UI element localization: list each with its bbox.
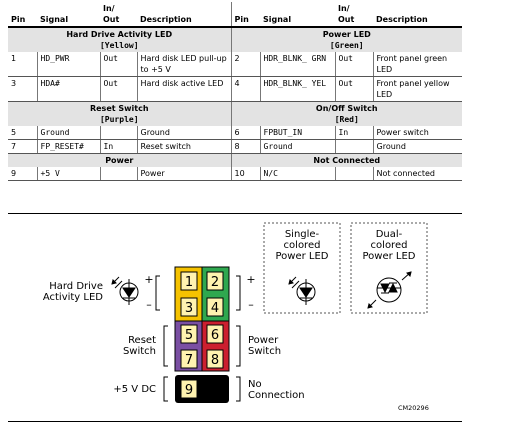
group-color-text: [Green] xyxy=(329,41,364,50)
header-description: Description xyxy=(137,2,231,27)
pin-8-label: 8 xyxy=(210,353,220,368)
cell-description: Reset switch xyxy=(137,140,231,154)
single-label-line1: Single- xyxy=(284,229,320,240)
cell-signal: HD_PWR xyxy=(37,52,100,77)
power-switch-label-line1: Power xyxy=(248,335,279,346)
group-title-text: On/Off Switch xyxy=(315,104,378,113)
hd-bracket xyxy=(156,276,160,310)
group-title-left xyxy=(8,154,231,168)
group-title-text: Reset Switch xyxy=(89,104,149,113)
cell-description: Power xyxy=(137,167,231,181)
cell-in-out-right: In xyxy=(335,126,373,140)
front-panel-pin-table xyxy=(8,2,462,181)
header-signal: Signal xyxy=(37,2,100,27)
hd-minus: – xyxy=(146,298,152,311)
hd-label-line2: Activity LED xyxy=(42,292,103,303)
nc-label-line1: No xyxy=(248,379,262,390)
group-color-text: [Yellow] xyxy=(99,41,139,50)
cell-in-out-right xyxy=(335,140,373,154)
figure-id: CM20296 xyxy=(398,404,429,412)
header-signal-right: Signal xyxy=(260,2,335,27)
cell-in-out-right: Out xyxy=(335,52,373,77)
cell-description-right: Power switch xyxy=(373,126,462,140)
cell-in-out: In xyxy=(100,140,137,154)
header-in-out-text: In/ Out xyxy=(103,4,120,24)
cell-signal: HDA# xyxy=(37,77,100,102)
cell-description-right: Front panel yellow LED xyxy=(373,77,462,102)
power-led-bracket xyxy=(236,276,240,310)
group-title-text: Hard Drive Activity LED xyxy=(66,30,173,39)
hard-drive-led-icon xyxy=(112,277,138,305)
front-panel-header-diagram xyxy=(0,214,512,420)
cell-in-out-right xyxy=(335,167,373,181)
cell-signal-right: N/C xyxy=(260,167,335,181)
cell-description-right: Ground xyxy=(373,140,462,154)
cell-description: Ground xyxy=(137,126,231,140)
cell-description-right: Front panel green LED xyxy=(373,52,462,77)
section-divider-bottom xyxy=(8,421,462,422)
table-row xyxy=(8,140,462,154)
hd-plus: + xyxy=(144,273,154,286)
table-row xyxy=(8,126,462,140)
pin-9-label: 9 xyxy=(184,383,194,398)
cell-in-out xyxy=(100,126,137,140)
group-title-left xyxy=(8,27,231,52)
single-label-line3: Power LED xyxy=(275,251,329,262)
group-title-text: Not Connected xyxy=(313,156,381,165)
group-title-left xyxy=(8,102,231,127)
header-connector xyxy=(175,267,229,403)
table-body xyxy=(8,27,462,181)
header-pin: Pin xyxy=(8,2,37,27)
cell-signal-right: HDR_BLNK_ GRN xyxy=(260,52,335,77)
pin-5-label: 5 xyxy=(184,328,194,343)
nc-label-line2: Connection xyxy=(248,390,305,401)
table-row xyxy=(8,167,462,181)
pin-1-label: 1 xyxy=(184,275,194,290)
power-led-plus: + xyxy=(246,273,256,286)
dual-label-line1: Dual- xyxy=(375,229,403,240)
cell-pin: 7 xyxy=(8,140,37,154)
table-row xyxy=(8,52,462,77)
dual-label-line3: Power LED xyxy=(362,251,416,262)
dual-label-line2: colored xyxy=(370,240,408,251)
single-led-icon xyxy=(289,277,315,305)
cell-description-right: Not connected xyxy=(373,167,462,181)
group-title-text: Power LED xyxy=(322,30,371,39)
hd-label-line1: Hard Drive xyxy=(49,281,103,292)
nc-bracket xyxy=(236,377,240,401)
group-title-right xyxy=(231,102,462,127)
group-header-row xyxy=(8,102,462,127)
header-pin-right: Pin xyxy=(231,2,260,27)
cell-in-out xyxy=(100,167,137,181)
pin-2-label: 2 xyxy=(210,275,220,290)
group-color-text: [Purple] xyxy=(99,115,139,124)
cell-pin: 1 xyxy=(8,52,37,77)
pin-6-label: 6 xyxy=(210,328,220,343)
cell-signal-right: Ground xyxy=(260,140,335,154)
cell-description: Hard disk active LED xyxy=(137,77,231,102)
header-in-out-right-text: In/ Out xyxy=(338,4,355,24)
cell-pin: 3 xyxy=(8,77,37,102)
vdc-bracket xyxy=(164,377,168,401)
reset-label-line1: Reset xyxy=(128,335,156,346)
cell-signal: Ground xyxy=(37,126,100,140)
group-header-row xyxy=(8,154,462,168)
cell-signal: FP_RESET# xyxy=(37,140,100,154)
cell-pin-right: 4 xyxy=(231,77,260,102)
table-header-row xyxy=(8,2,462,27)
power-switch-label-line2: Switch xyxy=(248,346,282,357)
power-led-minus: – xyxy=(248,298,254,311)
reset-bracket xyxy=(164,326,168,366)
cell-pin-right: 10 xyxy=(231,167,260,181)
cell-signal-right: HDR_BLNK_ YEL xyxy=(260,77,335,102)
group-title-right xyxy=(231,154,462,168)
cell-in-out: Out xyxy=(100,52,137,77)
cell-signal-right: FPBUT_IN xyxy=(260,126,335,140)
cell-pin-right: 6 xyxy=(231,126,260,140)
cell-pin-right: 8 xyxy=(231,140,260,154)
group-header-row xyxy=(8,27,462,52)
pin-4-label: 4 xyxy=(210,301,220,316)
vdc-label: +5 V DC xyxy=(113,384,156,395)
single-label-line2: colored xyxy=(283,240,321,251)
header-description-right: Description xyxy=(373,2,462,27)
pin-3-label: 3 xyxy=(184,301,194,316)
header-in-out xyxy=(100,2,137,27)
table-row xyxy=(8,77,462,102)
group-title-right xyxy=(231,27,462,52)
cell-in-out-right: Out xyxy=(335,77,373,102)
cell-pin: 5 xyxy=(8,126,37,140)
header-in-out-right xyxy=(335,2,373,27)
power-switch-bracket xyxy=(236,326,240,366)
cell-pin: 9 xyxy=(8,167,37,181)
pin-7-label: 7 xyxy=(184,353,194,368)
pin-table-container xyxy=(8,2,462,181)
reset-label-line2: Switch xyxy=(122,346,156,357)
group-title-text: Power xyxy=(105,156,134,165)
cell-signal: +5 V xyxy=(37,167,100,181)
cell-in-out: Out xyxy=(100,77,137,102)
group-color-text: [Red] xyxy=(334,115,359,124)
cell-pin-right: 2 xyxy=(231,52,260,77)
cell-description: Hard disk LED pull-up to +5 V xyxy=(137,52,231,77)
dual-led-icon xyxy=(368,272,411,308)
